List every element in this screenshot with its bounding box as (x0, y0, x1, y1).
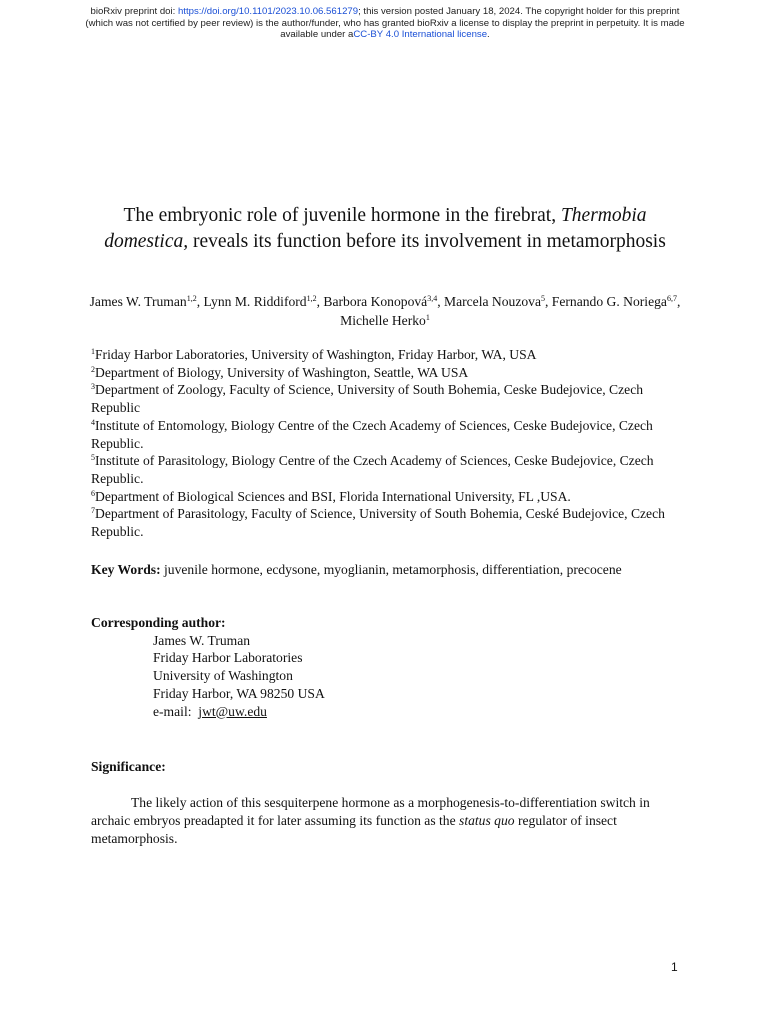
author-list (80, 292, 690, 330)
significance-text-part: regulator of insect metamorphosis. (91, 813, 617, 846)
affiliation-number: 6 (91, 488, 95, 498)
affiliation-number: 2 (91, 364, 95, 374)
affiliation-number: 4 (91, 417, 95, 427)
author-sep: , (437, 294, 444, 309)
keywords-label: Key Words: (91, 562, 161, 577)
header-line-2: (which was not certified by peer review) is the author/funder, who has granted bioRxiv a license to display the preprint in perpetuity. It is made (85, 17, 685, 29)
email-label: e-mail: (153, 703, 199, 719)
author-sep: , (676, 294, 681, 309)
author (204, 294, 324, 309)
affiliation-item (91, 346, 691, 364)
author-sep: , (196, 294, 204, 309)
corresponding-author-section (91, 614, 691, 720)
author (90, 294, 204, 309)
affiliation-item (91, 452, 691, 487)
corresponding-university: University of Washington (153, 668, 293, 684)
author (444, 294, 552, 309)
author (340, 313, 430, 328)
header-text: ; this version posted January 18, 2024. The copyright holder for this preprint (358, 6, 680, 17)
affiliation-text: Institute of Entomology, Biology Centre of the Czech Academy of Sciences, Ceske Budejovice, Czech Republic. (91, 417, 653, 451)
affiliation-text: Department of Biological Sciences and BSI, Florida International University, FL ,USA. (95, 488, 571, 504)
affiliation-number: 5 (91, 453, 95, 463)
affiliation-number: 7 (91, 506, 95, 516)
author-affil-sup: 3,4 (427, 294, 438, 303)
corresponding-institution: Friday Harbor Laboratories (153, 650, 303, 666)
title-text: reveals its function before its involvement in metamorphosis (188, 231, 666, 252)
title-species-genus: Thermobia (560, 205, 647, 226)
email-link[interactable]: jwt@uw.edu (198, 703, 267, 719)
affiliation-list (91, 346, 691, 541)
author-affil-sup: 1 (425, 313, 430, 322)
header-text: . (487, 29, 490, 40)
significance-heading (91, 758, 166, 776)
affiliation-item (91, 381, 691, 416)
corresponding-email-line (91, 703, 691, 721)
affiliation-number: 1 (91, 347, 95, 356)
affiliation-text: Department of Parasitology, Faculty of Science, University of South Bohemia, Ceské Budejovice, Czech Republic. (91, 506, 665, 540)
author-name: Fernando G. Noriega (551, 294, 667, 309)
doi-link[interactable]: https://doi.org/10.1101/2023.10.06.561279 (177, 6, 359, 17)
significance-italic: status quo (459, 813, 515, 828)
author-affil-sup: 6,7 (666, 294, 677, 303)
header-line-3 (0, 29, 770, 41)
affiliation-number: 3 (91, 382, 95, 392)
author-name: Lynn M. Riddiford (203, 294, 307, 309)
author (552, 294, 681, 309)
affiliation-item (91, 417, 691, 452)
affiliation-item (91, 364, 691, 382)
author-name: Barbora Konopová (323, 294, 428, 309)
affiliation-text: Department of Biology, University of Washington, Seattle, WA USA (95, 364, 469, 380)
keywords-section (91, 561, 691, 579)
significance-text (91, 794, 691, 848)
header-text: bioRxiv preprint doi: (90, 6, 178, 17)
author-name: Marcela Nouzova (444, 294, 541, 309)
author-sep: , (545, 294, 552, 309)
corresponding-name: James W. Truman (153, 632, 251, 648)
author-affil-sup: 5 (541, 294, 545, 303)
license-link[interactable]: CC-BY 4.0 International license (353, 29, 488, 40)
author (323, 294, 444, 309)
affiliation-text: Friday Harbor Laboratories, University of Washington, Friday Harbor, WA, USA (95, 347, 537, 362)
affiliation-text: Department of Zoology, Faculty of Science, University of South Bohemia, Ceske Budejovice, Czech Republic (91, 382, 644, 416)
author-affil-sup: 1,2 (186, 294, 197, 303)
corresponding-city: Friday Harbor, WA 98250 USA (153, 685, 325, 701)
affiliation-text: Institute of Parasitology, Biology Centre of the Czech Academy of Sciences, Ceske Budejovice, Czech Republic. (91, 453, 654, 486)
corresponding-label: Corresponding author: (91, 615, 226, 630)
title-text: The embryonic role of juvenile hormone in the firebrat, (123, 205, 561, 226)
header-text: available under a (280, 29, 354, 40)
title-species-epithet: domestica, (104, 231, 189, 252)
author-affil-sup: 1,2 (306, 294, 317, 303)
paper-title (60, 203, 710, 255)
author-name: James W. Truman (89, 294, 187, 309)
significance-text-part: The likely action of this sesquiterpene hormone as a morphogenesis-to-differentiation switch in archaic embryos preadapted it for later assuming its function as the (91, 795, 650, 828)
author-sep: , (316, 294, 324, 309)
affiliation-item (91, 505, 691, 540)
page-number: 1 (671, 960, 678, 974)
author-name: Michelle Herko (340, 313, 426, 328)
header-line-1 (0, 6, 770, 18)
keywords-text: juvenile hormone, ecdysone, myoglianin, metamorphosis, differentiation, precocene (160, 562, 622, 577)
affiliation-item (91, 488, 691, 506)
significance-label: Significance: (91, 759, 166, 774)
preprint-header (0, 6, 770, 41)
